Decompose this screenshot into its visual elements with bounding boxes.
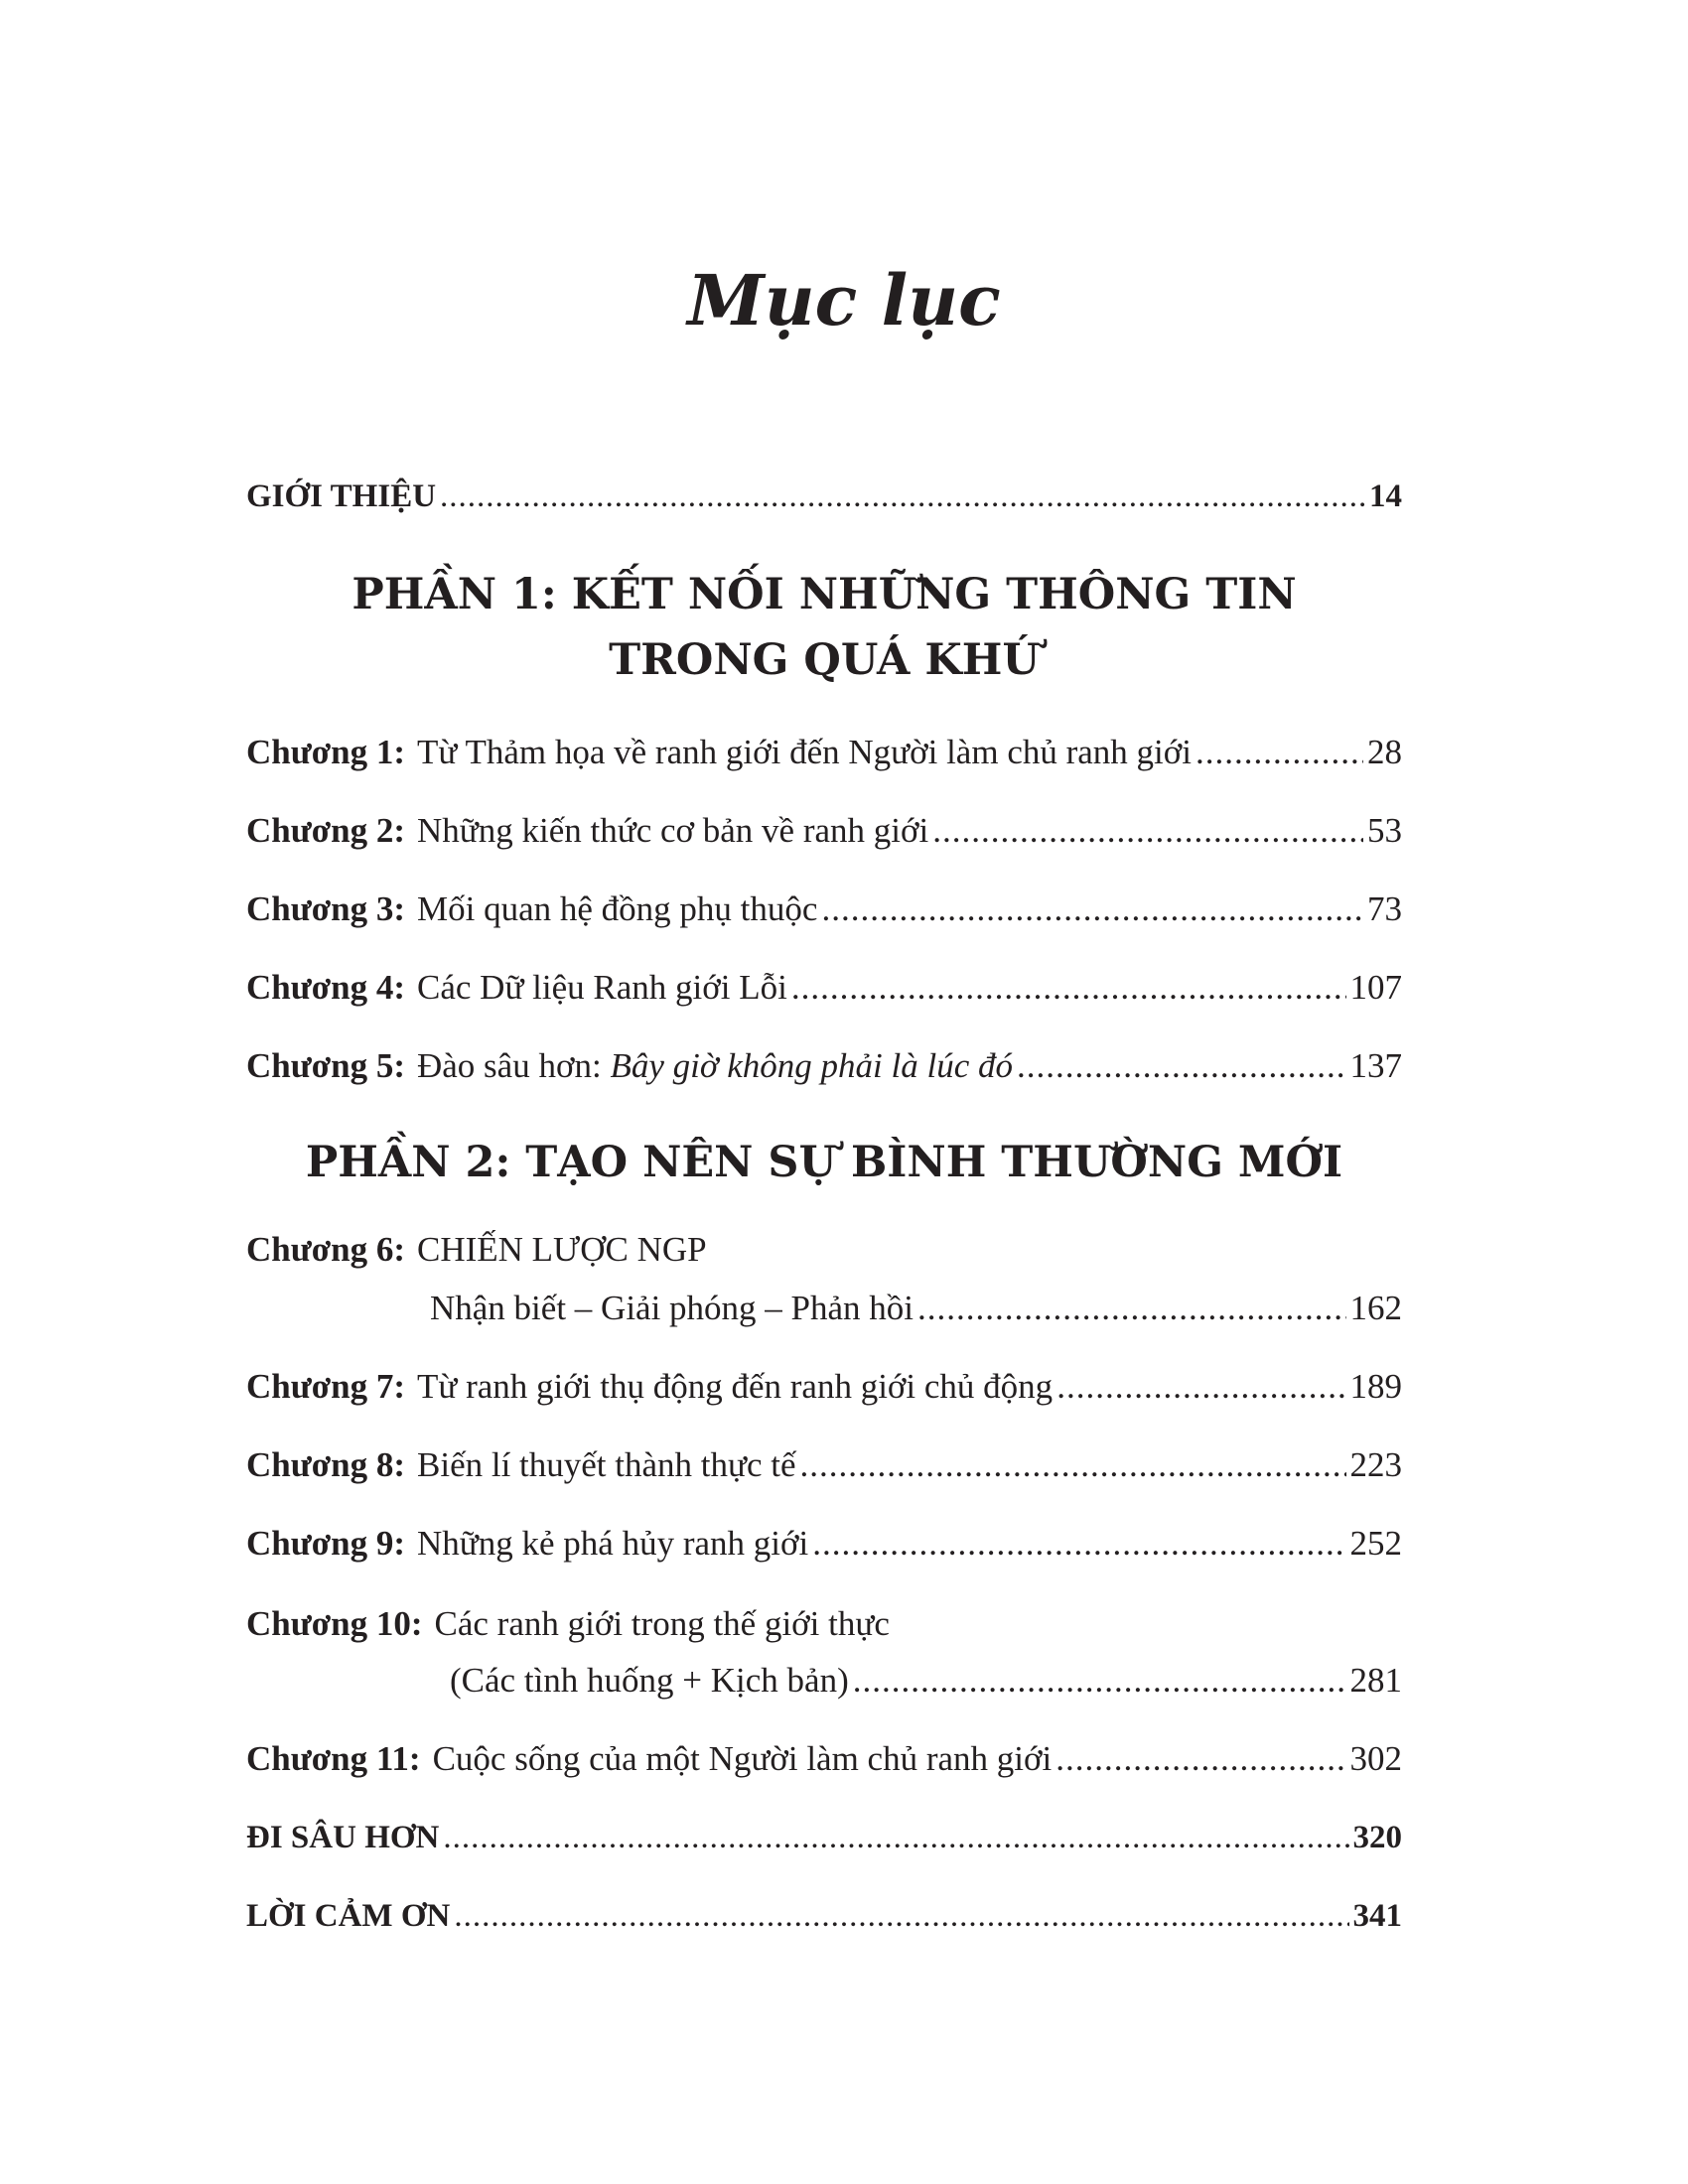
toc-entry-chapter-10-line2[interactable] <box>450 1655 1402 1706</box>
page-number: 223 <box>1349 1445 1402 1484</box>
dot-leader <box>932 805 1363 857</box>
dot-leader <box>821 884 1363 935</box>
chapter-title: Từ Thảm họa về ranh giới đến Người làm chủ ranh giới <box>417 733 1192 771</box>
chapter-title: Mối quan hệ đồng phụ thuộc <box>417 889 818 928</box>
dot-leader <box>800 1439 1346 1491</box>
dot-leader <box>812 1518 1345 1570</box>
page-number: 73 <box>1367 889 1402 928</box>
page-number: 302 <box>1349 1739 1402 1778</box>
page-number: 53 <box>1367 811 1402 850</box>
chapter-label: Chương 1: <box>246 733 405 771</box>
dot-leader <box>443 1812 1348 1863</box>
page-number: 320 <box>1352 1820 1402 1855</box>
toc-entry-chapter-10[interactable] <box>246 1598 890 1650</box>
chapter-title <box>417 1040 1013 1092</box>
toc-entry-chapter-1[interactable] <box>246 727 1402 778</box>
dot-leader <box>791 962 1346 1014</box>
chapter-label: Chương 9: <box>246 1524 405 1563</box>
toc-entry-chapter-4[interactable] <box>246 962 1402 1014</box>
dot-leader <box>1055 1733 1345 1785</box>
chapter-title-line2: (Các tình huống + Kịch bản) <box>450 1661 849 1700</box>
page-number: 189 <box>1349 1367 1402 1406</box>
part-2-heading: PHẦN 2: TẠO NÊN SỰ BÌNH THƯỜNG MỚI <box>305 1138 1343 1187</box>
page-number: 107 <box>1349 968 1402 1007</box>
page-number: 341 <box>1352 1898 1402 1934</box>
toc-entry-chapter-8[interactable] <box>246 1439 1402 1491</box>
page-title: Mục lục <box>687 259 1001 341</box>
page-number: 281 <box>1349 1661 1402 1700</box>
toc-entry-chapter-7[interactable] <box>246 1361 1402 1413</box>
chapter-label: Chương 5: <box>246 1046 405 1085</box>
toc-entry-chapter-2[interactable] <box>246 805 1402 857</box>
chapter-title: Cuộc sống của một Người làm chủ ranh giới <box>432 1739 1053 1778</box>
chapter-label: Chương 10: <box>246 1604 423 1643</box>
page-number: 252 <box>1349 1524 1402 1563</box>
toc-entry-chapter-3[interactable] <box>246 884 1402 935</box>
chapter-label: Chương 4: <box>246 968 405 1007</box>
entry-label: GIỚI THIỆU <box>246 478 437 514</box>
dot-leader <box>1196 727 1363 778</box>
dot-leader <box>1056 1361 1345 1413</box>
chapter-title: Những kẻ phá hủy ranh giới <box>417 1524 809 1563</box>
chapter-label: Chương 8: <box>246 1445 405 1484</box>
chapter-title-prefix: Đào sâu hơn: <box>417 1046 611 1085</box>
chapter-title-line1: CHIẾN LƯỢC NGP <box>417 1230 707 1269</box>
entry-label: ĐI SÂU HƠN <box>246 1820 440 1855</box>
chapter-title: Từ ranh giới thụ động đến ranh giới chủ động <box>417 1367 1054 1406</box>
toc-entry-chapter-11[interactable] <box>246 1733 1402 1785</box>
chapter-title: Các Dữ liệu Ranh giới Lỗi <box>417 968 787 1007</box>
page-number: 14 <box>1369 478 1402 514</box>
chapter-label: Chương 11: <box>246 1739 421 1778</box>
toc-entry-chapter-6[interactable] <box>246 1224 707 1276</box>
part-1-heading <box>246 562 1402 693</box>
dot-leader <box>853 1655 1346 1706</box>
chapter-label: Chương 6: <box>246 1230 405 1269</box>
dot-leader <box>440 471 1365 522</box>
chapter-title: Những kiến thức cơ bản về ranh giới <box>417 811 929 850</box>
part-1-heading-line2: TRONG QUÁ KHỨ <box>609 635 1040 685</box>
toc-entry-intro[interactable] <box>246 471 1402 522</box>
chapter-title: Biến lí thuyết thành thực tế <box>417 1445 796 1484</box>
page-number: 137 <box>1349 1046 1402 1085</box>
dot-leader <box>454 1890 1348 1942</box>
chapter-title-line1: Các ranh giới trong thế giới thực <box>434 1604 890 1643</box>
chapter-label: Chương 7: <box>246 1367 405 1406</box>
toc-entry-deeper[interactable] <box>246 1812 1402 1863</box>
part-1-heading-line1: PHẦN 1: KẾT NỐI NHỮNG THÔNG TIN <box>352 570 1297 619</box>
page-number: 28 <box>1367 733 1402 771</box>
chapter-label: Chương 2: <box>246 811 405 850</box>
chapter-title-italic: Bây giờ không phải là lúc đó <box>610 1046 1014 1085</box>
toc-entry-chapter-9[interactable] <box>246 1518 1402 1570</box>
toc-entry-chapter-5[interactable] <box>246 1040 1402 1092</box>
toc-entry-chapter-6-line2[interactable] <box>430 1283 1402 1334</box>
chapter-label: Chương 3: <box>246 889 405 928</box>
dot-leader <box>1017 1040 1345 1092</box>
entry-label: LỜI CẢM ƠN <box>246 1898 451 1934</box>
page-number: 162 <box>1349 1289 1402 1327</box>
chapter-title-line2: Nhận biết – Giải phóng – Phản hồi <box>430 1289 914 1327</box>
toc-entry-thanks[interactable] <box>246 1890 1402 1942</box>
dot-leader <box>917 1283 1345 1334</box>
